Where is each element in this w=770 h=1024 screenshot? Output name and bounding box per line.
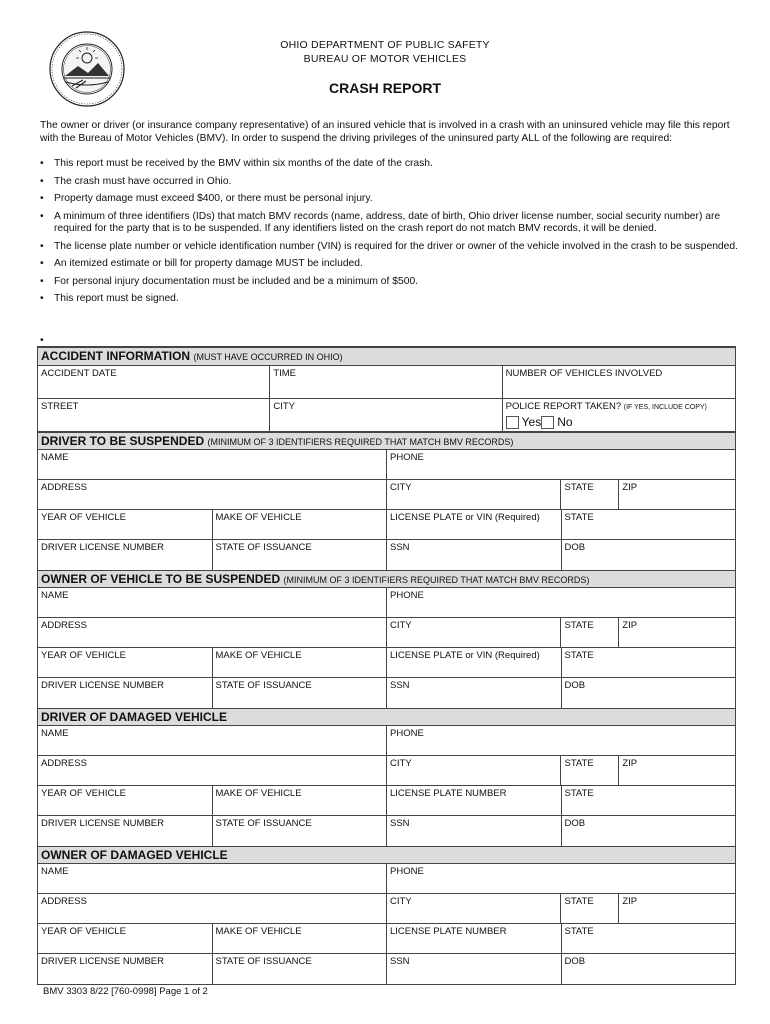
intro-paragraph: The owner or driver (or insurance company representative) of an insured vehicle that is involved in a crash with an uninsured vehicle may file this report with the Bureau of Motor Vehicles (BMV). In order to suspend the driving privileges of the uninsured party ALL of the following are required:: [40, 120, 730, 144]
agency-name: OHIO DEPARTMENT OF PUBLIC SAFETY: [280, 39, 490, 51]
requirements-list: [40, 158, 740, 311]
section-title: OWNER OF DAMAGED VEHICLE: [41, 848, 228, 862]
list-item: • This report must be received by the BMV within six months of the date of the crash.: [40, 158, 740, 171]
ssn-field[interactable]: SSN: [387, 540, 562, 570]
street-field[interactable]: STREET: [38, 399, 270, 431]
table-row: [38, 648, 735, 678]
state-field[interactable]: STATE: [561, 480, 619, 509]
city-field[interactable]: CITY: [387, 756, 562, 785]
ssn-field[interactable]: SSN: [387, 816, 562, 846]
empty-bullet-icon: •: [40, 335, 44, 346]
table-row: [38, 894, 735, 924]
phone-field[interactable]: PHONE: [390, 452, 424, 463]
state-field[interactable]: STATE: [561, 618, 619, 647]
make-field[interactable]: MAKE OF VEHICLE: [213, 924, 388, 953]
dob-field[interactable]: DOB: [564, 956, 586, 967]
dob-field[interactable]: DOB: [564, 680, 586, 691]
table-row: [38, 588, 735, 618]
list-item: • This report must be signed.: [40, 293, 740, 306]
table-row: [38, 480, 735, 510]
accident-row-1: [38, 366, 735, 399]
section-title: DRIVER OF DAMAGED VEHICLE: [41, 710, 228, 724]
city-field[interactable]: CITY: [387, 480, 562, 509]
list-item: • Property damage must exceed $400, or there must be personal injury.: [40, 193, 740, 206]
table-row: [38, 678, 735, 708]
dl-number-field[interactable]: DRIVER LICENSE NUMBER: [38, 540, 213, 570]
no-label: No: [557, 415, 573, 429]
zip-field[interactable]: ZIP: [622, 482, 638, 493]
name-field[interactable]: NAME: [38, 588, 387, 617]
accident-date-field[interactable]: ACCIDENT DATE: [38, 366, 270, 398]
address-field[interactable]: ADDRESS: [38, 618, 387, 647]
make-field[interactable]: MAKE OF VEHICLE: [213, 786, 388, 815]
year-field[interactable]: YEAR OF VEHICLE: [38, 924, 213, 953]
name-field[interactable]: NAME: [38, 726, 387, 755]
table-row: [38, 924, 735, 954]
make-field[interactable]: MAKE OF VEHICLE: [213, 510, 388, 539]
list-item: • An itemized estimate or bill for property damage MUST be included.: [40, 258, 740, 271]
year-field[interactable]: YEAR OF VEHICLE: [38, 786, 213, 815]
table-row: [38, 618, 735, 648]
dl-number-field[interactable]: DRIVER LICENSE NUMBER: [38, 816, 213, 846]
zip-field[interactable]: ZIP: [622, 620, 638, 631]
plate-state-field[interactable]: STATE: [564, 788, 594, 799]
accident-city-field[interactable]: CITY: [270, 399, 502, 431]
table-row: [38, 786, 735, 816]
police-no-checkbox[interactable]: [541, 416, 554, 429]
plate-state-field[interactable]: STATE: [564, 926, 594, 937]
table-row: [38, 816, 735, 846]
page-title: CRASH REPORT: [328, 80, 441, 96]
table-row: [38, 954, 735, 984]
phone-field[interactable]: PHONE: [390, 728, 424, 739]
section-note: (MINIMUM OF 3 IDENTIFIERS REQUIRED THAT MATCH BMV RECORDS): [207, 437, 514, 447]
table-row: [38, 510, 735, 540]
list-item: • The license plate number or vehicle identification number (VIN) is required for the driver or owner of the vehicle involved in the crash to be suspended.: [40, 241, 740, 254]
state-issuance-field[interactable]: STATE OF ISSUANCE: [213, 816, 388, 846]
section-note: (MUST HAVE OCCURRED IN OHIO): [193, 352, 343, 362]
list-item: • A minimum of three identifiers (IDs) that match BMV records (name, address, date of birth, Ohio driver license number, social security number) are required for the party that is to be suspended. If any identifiers listed on the crash report do not match BMV records, it will be denied.: [40, 211, 740, 236]
owner-damaged-section-header: [38, 846, 735, 864]
ssn-field[interactable]: SSN: [387, 678, 562, 708]
plate-number-field[interactable]: LICENSE PLATE NUMBER: [387, 786, 562, 815]
ssn-field[interactable]: SSN: [387, 954, 562, 984]
bureau-name: BUREAU OF MOTOR VEHICLES: [303, 53, 467, 65]
crash-report-form: [37, 346, 736, 985]
form-footer: BMV 3303 8/22 [760-0998] Page 1 of 2: [43, 986, 208, 997]
name-field[interactable]: NAME: [38, 450, 387, 479]
table-row: [38, 540, 735, 570]
list-item: • For personal injury documentation must be included and be a minimum of $500.: [40, 276, 740, 289]
dl-number-field[interactable]: DRIVER LICENSE NUMBER: [38, 954, 213, 984]
name-field[interactable]: NAME: [38, 864, 387, 893]
vehicles-involved-field[interactable]: NUMBER OF VEHICLES INVOLVED: [505, 368, 663, 379]
state-field[interactable]: STATE: [561, 894, 619, 923]
state-issuance-field[interactable]: STATE OF ISSUANCE: [213, 954, 388, 984]
dob-field[interactable]: DOB: [564, 818, 586, 829]
dl-number-field[interactable]: DRIVER LICENSE NUMBER: [38, 678, 213, 708]
dob-field[interactable]: DOB: [564, 542, 586, 553]
address-field[interactable]: ADDRESS: [38, 894, 387, 923]
city-field[interactable]: CITY: [387, 618, 562, 647]
year-field[interactable]: YEAR OF VEHICLE: [38, 648, 213, 677]
city-field[interactable]: CITY: [387, 894, 562, 923]
state-issuance-field[interactable]: STATE OF ISSUANCE: [213, 678, 388, 708]
driver-suspend-section-header: [38, 432, 735, 450]
accident-row-2: [38, 399, 735, 432]
phone-field[interactable]: PHONE: [390, 590, 424, 601]
police-yes-checkbox[interactable]: [506, 416, 519, 429]
section-title: ACCIDENT INFORMATION: [41, 349, 191, 363]
section-note: (MINIMUM OF 3 IDENTIFIERS REQUIRED THAT MATCH BMV RECORDS): [283, 575, 590, 585]
table-row: [38, 726, 735, 756]
phone-field[interactable]: PHONE: [390, 866, 424, 877]
zip-field[interactable]: ZIP: [622, 758, 638, 769]
plate-number-field[interactable]: LICENSE PLATE NUMBER: [387, 924, 562, 953]
section-title: OWNER OF VEHICLE TO BE SUSPENDED: [41, 572, 281, 586]
make-field[interactable]: MAKE OF VEHICLE: [213, 648, 388, 677]
section-title: DRIVER TO BE SUSPENDED: [41, 434, 205, 448]
plate-state-field[interactable]: STATE: [564, 650, 594, 661]
owner-suspend-section-header: [38, 570, 735, 588]
state-issuance-field[interactable]: STATE OF ISSUANCE: [213, 540, 388, 570]
year-field[interactable]: YEAR OF VEHICLE: [38, 510, 213, 539]
table-row: [38, 864, 735, 894]
accident-section-header: [38, 348, 735, 366]
driver-damaged-section-header: [38, 708, 735, 726]
address-field[interactable]: ADDRESS: [38, 480, 387, 509]
police-report-field: POLICE REPORT TAKEN? (IF YES, INCLUDE COPY) Yes No: [505, 401, 707, 429]
yes-label: Yes: [521, 415, 542, 429]
plate-vin-field[interactable]: LICENSE PLATE or VIN (Required): [387, 510, 562, 539]
state-field[interactable]: STATE: [561, 756, 619, 785]
list-item: • The crash must have occurred in Ohio.: [40, 176, 740, 189]
address-field[interactable]: ADDRESS: [38, 756, 387, 785]
plate-vin-field[interactable]: LICENSE PLATE or VIN (Required): [387, 648, 562, 677]
table-row: [38, 756, 735, 786]
plate-state-field[interactable]: STATE: [564, 512, 594, 523]
time-field[interactable]: TIME: [270, 366, 502, 398]
zip-field[interactable]: ZIP: [622, 896, 638, 907]
table-row: [38, 450, 735, 480]
